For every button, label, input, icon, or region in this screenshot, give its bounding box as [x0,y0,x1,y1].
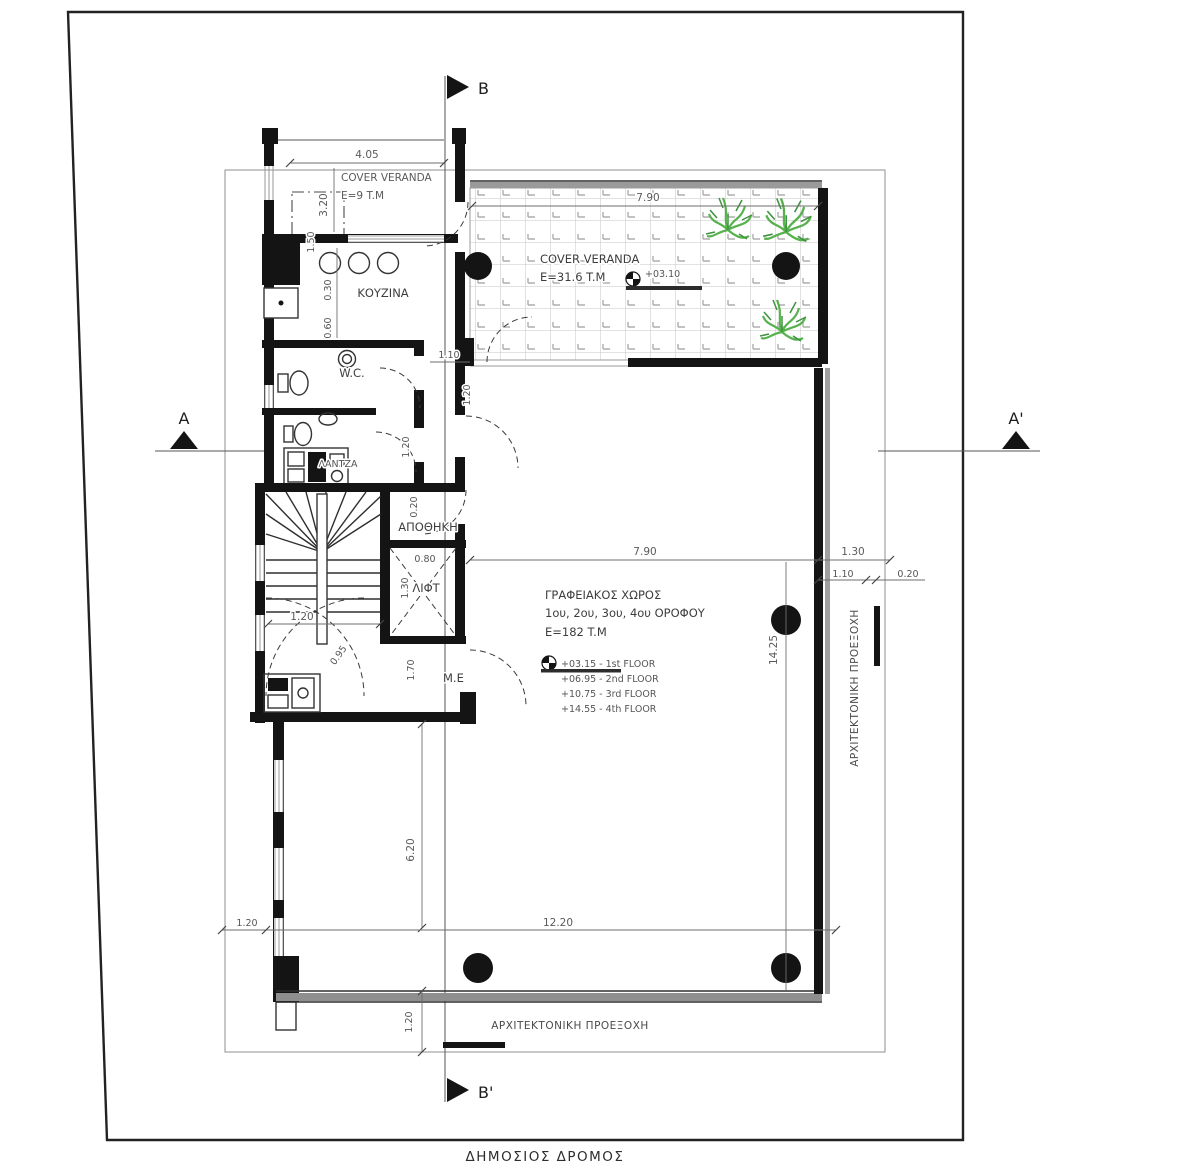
room-wc: W.C. [339,366,365,380]
dim-top: 4.05 [355,149,379,161]
dim-bottom-v120: 1.20 [404,1011,415,1033]
dim-chain-middle [466,556,925,584]
wc-toilet [278,371,308,395]
projection-bar-bottom [443,1042,505,1048]
wc2-toilet [284,413,337,446]
small-veranda-area: E=9 T.M [341,190,385,202]
dim-hall-120a: 1.20 [462,384,473,406]
section-marker-a: A [178,409,190,428]
road-label: ΔΗΜΟΣΙΟΣ ΔΡΟΜΟΣ [465,1149,625,1165]
section-marker-a-prime: A' [1008,409,1024,428]
section-marker-b-prime: B' [478,1083,494,1102]
small-veranda-label: COVER VERANDA [341,172,432,184]
room-sink: ΛΑΝΤΖΑ [318,459,358,470]
column [772,252,800,280]
dim-stair-120: 1.20 [290,611,314,623]
large-veranda-area: E=31.6 T.M [540,270,606,284]
dim-mid-110: 1.10 [832,569,854,580]
dim-lift-080: 0.80 [414,554,436,565]
room-lift: ΛΙΦΤ [412,581,440,595]
dim-v150: 1.50 [306,231,317,253]
large-veranda-label: COVER VERANDA [540,252,640,266]
large-veranda-level: +03.10 [645,269,681,280]
office-level-3: +10.75 - 3rd FLOOR [561,689,657,700]
dim-left-620: 6.20 [405,838,417,862]
dim-arc-095: 0.95 [328,643,350,668]
dim-v320: 3.20 [318,193,330,217]
dim-storage-020: 0.20 [409,496,420,518]
column [463,953,493,983]
projection-right-label: ΑΡΧΙΤΕΚΤΟΝΙΚΗ ΠΡΟΕΞΟΧΗ [849,609,861,767]
office-level-4: +14.55 - 4th FLOOR [561,704,657,715]
column [464,252,492,280]
dim-bottom-120: 1.20 [236,918,258,929]
dim-bottom-1220: 12.20 [542,917,574,929]
dim-mid-020: 0.20 [897,569,919,580]
dim-mid-130: 1.30 [841,546,865,558]
level-benchmark-icon [542,656,556,670]
dim-me-170: 1.70 [406,659,417,681]
dim-v030: 0.30 [323,279,334,301]
room-mech: M.E [443,671,464,685]
office-level-1: +03.15 - 1st FLOOR [561,659,656,670]
dim-v060: 0.60 [323,317,334,339]
room-storage: ΑΠΟΘΗΚΗ [398,520,458,534]
wc-sink [339,351,356,368]
room-kitchen: ΚΟΥΖΙΝΑ [357,286,409,300]
dim-veranda-top: 7.90 [636,192,660,204]
dim-right-1425: 14.25 [768,634,780,666]
office-area: E=182 T.M [545,625,607,639]
dim-hall-120b: 1.20 [401,436,412,458]
projection-bar [874,606,880,666]
office-level-2: +06.95 - 2nd FLOOR [561,674,659,685]
stove-burners [320,253,399,274]
office-floors: 1ου, 2ου, 3ου, 4ου ΟΡΟΦΟΥ [545,606,705,620]
dim-mid-790: 7.90 [633,546,657,558]
level-benchmark-icon [626,272,640,286]
office-title: ΓΡΑΦΕΙΑΚΟΣ ΧΩΡΟΣ [545,588,662,602]
dim-lift-130: 1.30 [400,577,411,599]
section-marker-b: B [478,79,489,98]
dim-hall-110: 1.10 [438,350,460,361]
mech-equipment [264,674,320,712]
projection-bottom-label: ΑΡΧΙΤΕΚΤΟΝΙΚΗ ΠΡΟΕΞΟΧΗ [491,1020,649,1032]
